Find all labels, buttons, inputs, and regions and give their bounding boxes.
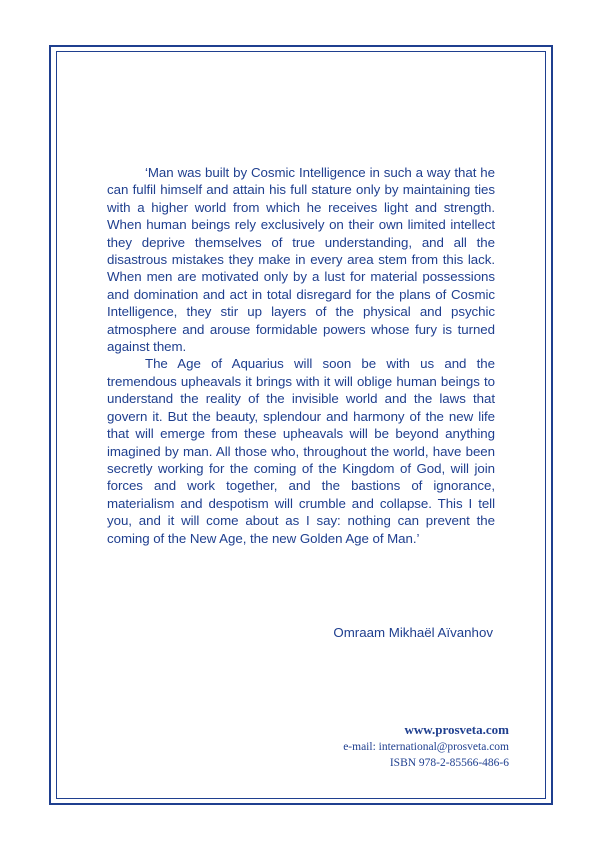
contact-email: e-mail: international@prosveta.com: [343, 741, 509, 753]
quote-paragraph-2: The Age of Aquarius will soon be with us and the tremendous upheavals it brings with it will oblige human beings to understand the reality of the invisible world and the laws that govern it. But the beauty, splendour and harmony of the new life that will emerge from these upheavals will be beyond anything imagined by man. All those who, throughout the world, have been secretly working for the coming of the Kingdom of God, will join forces and work together, and the bastions of ignorance, materialism and despotism will crumble and collapse. This I tell you, and it will come about as I say: nothing can prevent the coming of the New Age, the new Golden Age of Man.’: [107, 356, 495, 546]
quote-author: Omraam Mikhaël Aïvanhov: [333, 625, 493, 640]
quote-block: [107, 164, 495, 547]
isbn-number: ISBN 978-2-85566-486-6: [389, 757, 509, 769]
quote-paragraph-1: ‘Man was built by Cosmic Intelligence in such a way that he can fulfil himself and attain his full stature only by maintaining ties with a higher world from which he receives light and strength. When human beings rely exclusively on their own limited intellect they deprive themselves of true understanding, and all the disastrous mistakes they make in every area stem from this lack. When men are motivated only by a lust for material possessions and domination and act in total disregard for the plans of Cosmic Intelligence, they stir up layers of the physical and psychic atmosphere and arouse formidable powers whose fury is turned against them.: [107, 165, 495, 355]
website-link[interactable]: www.prosveta.com: [404, 722, 509, 737]
